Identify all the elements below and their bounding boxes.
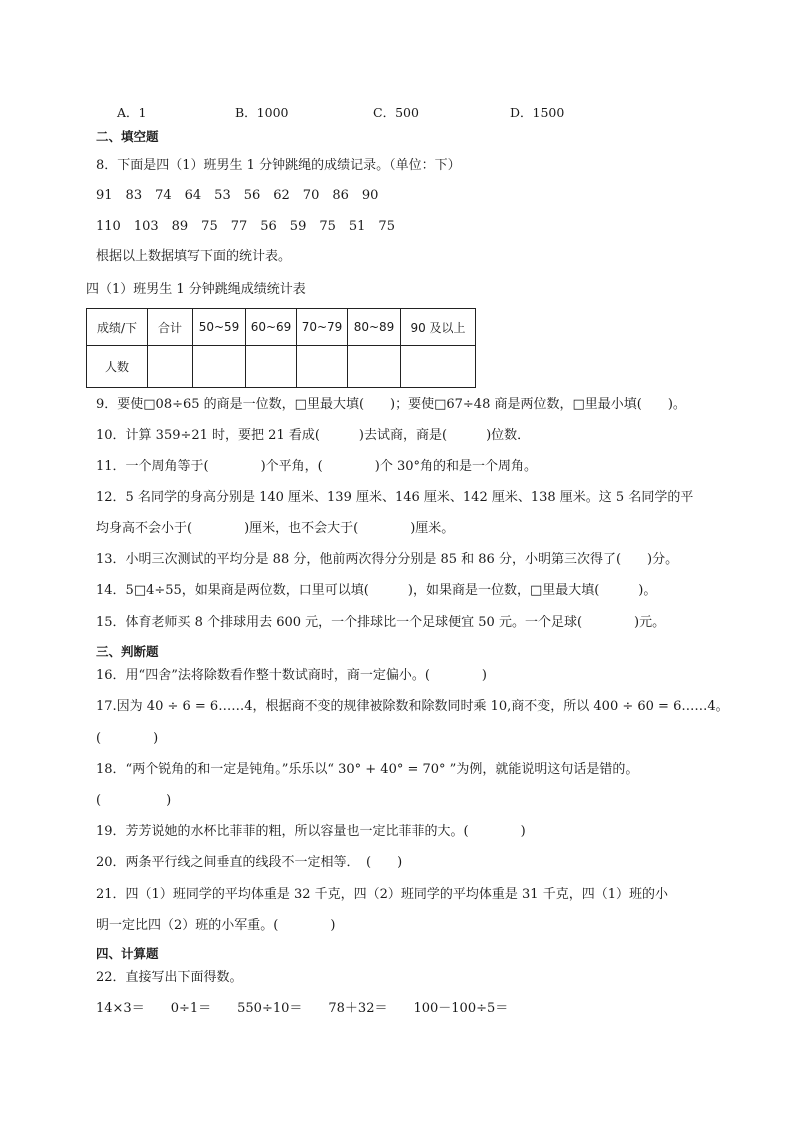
option-b: B．1000 bbox=[235, 105, 289, 120]
table-cell bbox=[348, 346, 401, 388]
table-title: 四（1）班男生 1 分钟跳绳成绩统计表 bbox=[86, 282, 306, 297]
option-c: C．500 bbox=[373, 105, 419, 120]
table-header: 70~79 bbox=[297, 309, 348, 346]
score-table bbox=[86, 308, 476, 388]
question-10: 10．计算 359÷21 时，要把 21 看成( )去试商，商是( )位数． bbox=[96, 428, 531, 443]
table-header: 60~69 bbox=[246, 309, 297, 346]
data-row-1: 91 83 74 64 53 56 62 70 86 90 bbox=[96, 188, 379, 203]
table-header: 成绩/下 bbox=[87, 309, 148, 346]
question-21-line-1: 21．四（1）班同学的平均体重是 32 千克，四（2）班同学的平均体重是 31 千克，四（1）班的小 bbox=[96, 887, 668, 902]
question-13: 13．小明三次测试的平均分是 88 分，他前两次得分分别是 85 和 86 分，小明第三次得了( )分。 bbox=[96, 552, 679, 567]
table-cell bbox=[148, 346, 193, 388]
question-12-line-1: 12．5 名同学的身高分别是 140 厘米、139 厘米、146 厘米、142 厘米、138 厘米。这 5 名同学的平 bbox=[96, 490, 694, 505]
question-8: 8．下面是四（1）班男生 1 分钟跳绳的成绩记录。（单位：下） bbox=[96, 158, 461, 173]
section-calculation: 四、计算题 bbox=[96, 946, 159, 961]
table-header: 80~89 bbox=[348, 309, 401, 346]
calc-expressions: 14×3＝ 0÷1＝ 550÷10＝ 78＋32＝ 100－100÷5＝ bbox=[96, 1001, 509, 1016]
question-12-line-2: 均身高不会小于( )厘米，也不会大于( )厘米。 bbox=[96, 521, 455, 536]
table-header: 90 及以上 bbox=[401, 309, 476, 346]
question-17-answer-blank: ( ) bbox=[96, 731, 159, 746]
question-22: 22．直接写出下面得数。 bbox=[96, 970, 243, 985]
question-18: 18．“两个锐角的和一定是钝角。”乐乐以“ 30° + 40° = 70° ”为例，就能说明这句话是错的。 bbox=[96, 762, 639, 777]
table-cell bbox=[246, 346, 297, 388]
question-21-line-2: 明一定比四（2）班的小军重。( ) bbox=[96, 918, 336, 933]
table-cell bbox=[297, 346, 348, 388]
question-17: 17.因为 40 ÷ 6 = 6……4，根据商不变的规律被除数和除数同时乘 10,商不变，所以 400 ÷ 60 = 6……4。 bbox=[96, 699, 729, 714]
data-row-2: 110 103 89 75 77 56 59 75 51 75 bbox=[96, 219, 395, 234]
question-20: 20．两条平行线之间垂直的线段不一定相等． ( ) bbox=[96, 855, 403, 870]
section-true-false: 三、判断题 bbox=[96, 644, 159, 659]
option-d: D．1500 bbox=[510, 105, 565, 120]
question-9: 9．要使□08÷65 的商是一位数，□里最大填( )；要使□67÷48 商是两位数，□里最小填( )。 bbox=[96, 397, 686, 412]
table-cell bbox=[401, 346, 476, 388]
question-14: 14．5□4÷55，如果商是两位数，口里可以填( )，如果商是一位数，□里最大填( )。 bbox=[96, 583, 657, 598]
table-cell bbox=[193, 346, 246, 388]
option-a: A．1 bbox=[117, 105, 147, 120]
table-instruction: 根据以上数据填写下面的统计表。 bbox=[96, 249, 292, 264]
table-row-label: 人数 bbox=[87, 346, 148, 388]
question-16: 16．用“四舍”法将除数看作整十数试商时，商一定偏小。( ) bbox=[96, 668, 487, 683]
question-18-answer-blank: ( ) bbox=[96, 793, 172, 808]
table-header: 合计 bbox=[148, 309, 193, 346]
table-header: 50~59 bbox=[193, 309, 246, 346]
question-11: 11．一个周角等于( )个平角，( )个 30°角的和是一个周角。 bbox=[96, 459, 538, 474]
question-15: 15．体育老师买 8 个排球用去 600 元，一个排球比一个足球便宜 50 元。一个足球( )元。 bbox=[96, 615, 666, 630]
question-19: 19．芳芳说她的水杯比菲菲的粗，所以容量也一定比菲菲的大。( ) bbox=[96, 824, 526, 839]
section-fill-blank: 二、填空题 bbox=[96, 129, 159, 144]
